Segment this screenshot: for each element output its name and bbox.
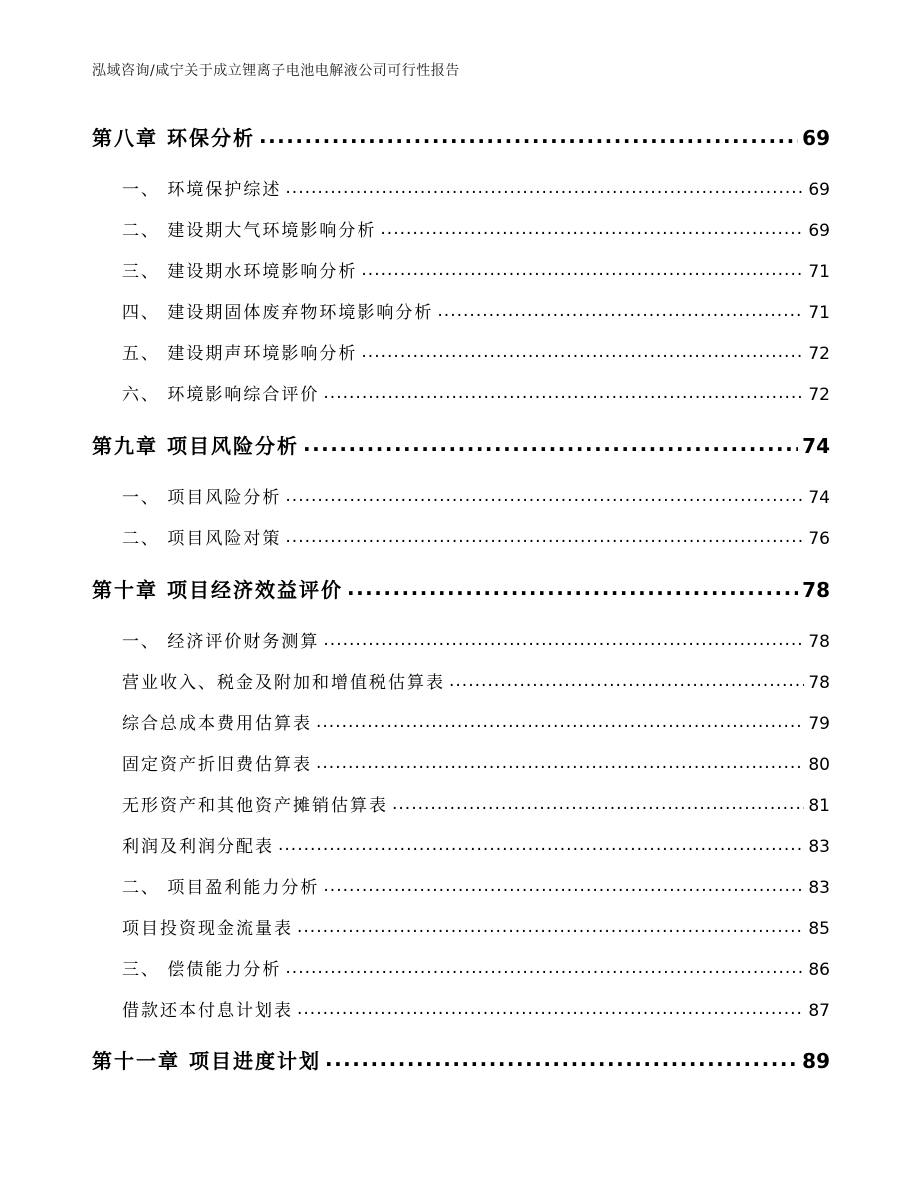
toc-label: 利润及利润分配表 bbox=[122, 837, 274, 857]
toc-leader bbox=[380, 219, 804, 239]
toc-label: 无形资产和其他资产摊销估算表 bbox=[122, 796, 388, 816]
toc-chapter-10[interactable] bbox=[92, 574, 830, 604]
toc-leader bbox=[285, 178, 804, 198]
toc-label: 一、 环境保护综述 bbox=[122, 180, 282, 200]
toc-section[interactable] bbox=[92, 832, 830, 858]
toc-page-number: 85 bbox=[808, 919, 830, 939]
toc-label: 二、 项目盈利能力分析 bbox=[122, 878, 320, 898]
toc-section[interactable] bbox=[92, 298, 830, 324]
toc-section[interactable] bbox=[92, 996, 830, 1022]
toc-leader bbox=[278, 835, 804, 855]
toc-section[interactable] bbox=[92, 339, 830, 365]
toc-leader bbox=[285, 486, 804, 506]
toc-label: 借款还本付息计划表 bbox=[122, 1001, 293, 1021]
toc-page-number: 69 bbox=[808, 221, 830, 241]
toc-section[interactable] bbox=[92, 914, 830, 940]
page-header: 泓域咨询/咸宁关于成立锂离子电池电解液公司可行性报告 bbox=[92, 63, 460, 79]
toc-page-number: 71 bbox=[808, 262, 830, 282]
toc-page-number: 83 bbox=[808, 878, 830, 898]
toc-leader bbox=[297, 917, 804, 937]
toc-page-number: 81 bbox=[808, 796, 830, 816]
toc-leader bbox=[392, 794, 804, 814]
toc-page-number: 71 bbox=[808, 303, 830, 323]
toc-label: 一、 项目风险分析 bbox=[122, 488, 282, 508]
toc-leader bbox=[325, 1047, 798, 1071]
toc-label: 三、 偿债能力分析 bbox=[122, 960, 282, 980]
toc-label: 二、 建设期大气环境影响分析 bbox=[122, 221, 377, 241]
toc-label: 二、 项目风险对策 bbox=[122, 529, 282, 549]
toc-section[interactable] bbox=[92, 873, 830, 899]
toc-leader bbox=[361, 342, 804, 362]
toc-chapter-11[interactable] bbox=[92, 1045, 830, 1075]
toc-label: 六、 环境影响综合评价 bbox=[122, 385, 320, 405]
toc-page-number: 89 bbox=[802, 1049, 830, 1073]
toc-page-number: 74 bbox=[808, 488, 830, 508]
toc-leader bbox=[316, 753, 804, 773]
toc-label: 第八章 环保分析 bbox=[92, 126, 255, 150]
toc-section[interactable] bbox=[92, 709, 830, 735]
toc-label: 一、 经济评价财务测算 bbox=[122, 632, 320, 652]
toc-page-number: 79 bbox=[808, 714, 830, 734]
toc-section[interactable] bbox=[92, 750, 830, 776]
toc-section[interactable] bbox=[92, 216, 830, 242]
toc-leader bbox=[323, 630, 804, 650]
toc-leader bbox=[323, 383, 804, 403]
toc-leader bbox=[323, 876, 804, 896]
toc-chapter-9[interactable] bbox=[92, 430, 830, 460]
toc-page-number: 78 bbox=[808, 632, 830, 652]
toc-label: 综合总成本费用估算表 bbox=[122, 714, 312, 734]
toc-chapter-8[interactable] bbox=[92, 122, 830, 152]
toc-label: 五、 建设期声环境影响分析 bbox=[122, 344, 358, 364]
toc-leader bbox=[285, 958, 804, 978]
toc-page-number: 74 bbox=[802, 434, 830, 458]
toc-section[interactable] bbox=[92, 380, 830, 406]
toc-section[interactable] bbox=[92, 791, 830, 817]
toc-leader bbox=[297, 999, 804, 1019]
toc-label: 四、 建设期固体废弃物环境影响分析 bbox=[122, 303, 434, 323]
toc-section[interactable] bbox=[92, 524, 830, 550]
toc-page-number: 80 bbox=[808, 755, 830, 775]
toc-page-number: 83 bbox=[808, 837, 830, 857]
toc-label: 项目投资现金流量表 bbox=[122, 919, 293, 939]
toc-label: 第十一章 项目进度计划 bbox=[92, 1049, 321, 1073]
toc-page-number: 72 bbox=[808, 385, 830, 405]
toc-page-number: 78 bbox=[808, 673, 830, 693]
toc-page-number: 72 bbox=[808, 344, 830, 364]
toc-section[interactable] bbox=[92, 955, 830, 981]
toc-section[interactable] bbox=[92, 627, 830, 653]
toc-label: 三、 建设期水环境影响分析 bbox=[122, 262, 358, 282]
toc-label: 固定资产折旧费估算表 bbox=[122, 755, 312, 775]
toc-section[interactable] bbox=[92, 668, 830, 694]
toc-page-number: 69 bbox=[802, 126, 830, 150]
toc-section[interactable] bbox=[92, 483, 830, 509]
toc-section[interactable] bbox=[92, 257, 830, 283]
toc-page-number: 86 bbox=[808, 960, 830, 980]
toc-leader bbox=[437, 301, 804, 321]
toc-page-number: 78 bbox=[802, 578, 830, 602]
toc-leader bbox=[285, 527, 804, 547]
toc-page-number: 69 bbox=[808, 180, 830, 200]
toc-label: 第九章 项目风险分析 bbox=[92, 434, 299, 458]
toc-leader bbox=[449, 671, 804, 691]
toc-leader bbox=[361, 260, 804, 280]
toc-leader bbox=[316, 712, 804, 732]
toc-page-number: 87 bbox=[808, 1001, 830, 1021]
toc-leader bbox=[303, 432, 798, 456]
toc-leader bbox=[259, 124, 798, 148]
toc-section[interactable] bbox=[92, 175, 830, 201]
toc-leader bbox=[347, 576, 798, 600]
toc-label: 第十章 项目经济效益评价 bbox=[92, 578, 343, 602]
toc-page-number: 76 bbox=[808, 529, 830, 549]
toc-label: 营业收入、税金及附加和增值税估算表 bbox=[122, 673, 445, 693]
